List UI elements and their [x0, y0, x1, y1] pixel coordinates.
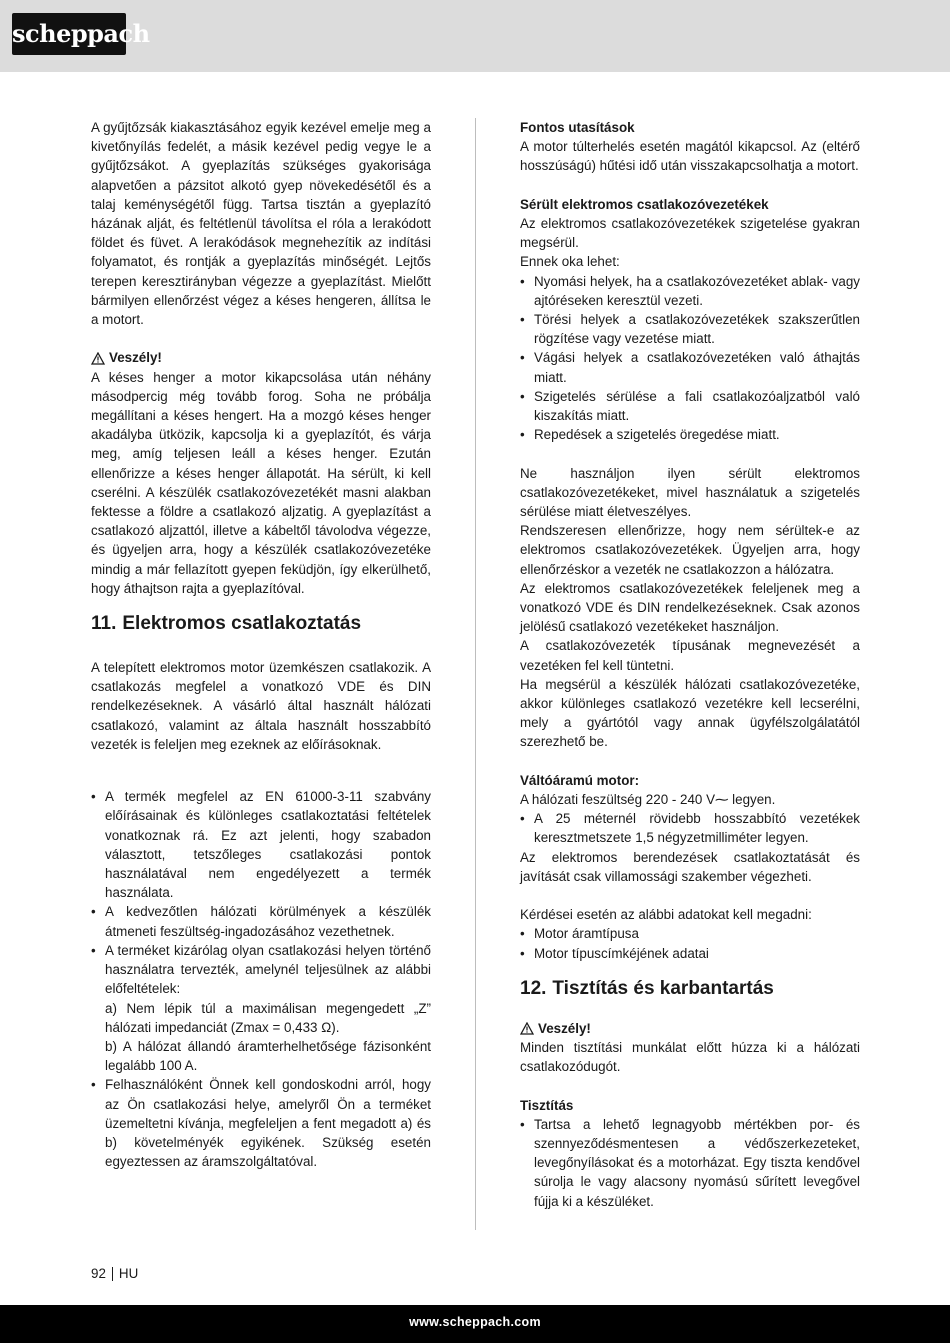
connection-requirements-list: [91, 787, 431, 1171]
list-item: • A 25 méternél rövidebb hosszabbító vezetékek keresztmetszete 1,5 négyzetmilliméter legyen.: [520, 809, 860, 847]
vde-paragraph: Az elektromos csatlakozóvezetékek feleljenek meg a vonatkozó VDE és DIN rendelkezéseknek. Csak azonos jelölésű csatlakozó vezetékeket használjon.: [520, 580, 860, 635]
questions-list: [520, 924, 860, 962]
section-11-title: Elektromos csatlakoztatás: [122, 613, 362, 635]
header-band: [0, 0, 950, 72]
section-12-heading: [520, 977, 860, 1001]
ac-specialist-text: Az elektromos berendezések csatlakoztatását és javítását csak villamossági szakember végezheti.: [520, 849, 860, 884]
column-divider: [475, 118, 476, 1230]
damaged-cables-heading: Sérült elektromos csatlakozóvezetékek: [520, 196, 769, 212]
list-item: • Felhasználóként Önnek kell gondoskodni arról, hogy az Ön csatlakozási helye, amelyről Ön a terméket üzemeltetni kívánja, megfeleljen a fent megadott a) és b) követelményék egyikének. Szükség esetén egyeztessen az áramszolgáltatóval.: [91, 1075, 431, 1171]
replace-paragraph: Ha megsérül a készülék hálózati csatlakozóvezetéke, akkor különleges csatlakozó vezetékre kell lecserélni, mely a gyártótól vagy annak ügyfélszolgálatától szerezhető be.: [520, 676, 860, 750]
causes-intro: Ennek oka lehet:: [520, 254, 620, 270]
warning-triangle-icon: [520, 1022, 534, 1035]
warning-heading: [91, 348, 431, 367]
unplug-paragraph: Minden tisztítási munkálat előtt húzza ki a hálózati csatlakozódugót.: [520, 1040, 860, 1075]
warning-title-2: Veszély!: [538, 1020, 591, 1036]
page-number: 92: [91, 1266, 106, 1281]
section-12-title: Tisztítás és karbantartás: [552, 977, 774, 999]
page-number-footer: [91, 1266, 138, 1281]
condition-b: b) A hálózat állandó áramterhelhetősége fázisonként legalább 100 A.: [105, 1038, 431, 1074]
intro-paragraph: A gyűjtőzsák kiakasztásához egyik kezével emelje meg a kivetőnyílás fedelét, a másik kezével pedig vegye le a gyűjtőzsákot. A gyeplazítás szükséges gyakorisága alapvetően a pázsitot alkotó gyep növekedésétől és a talaj keménységétől függ. Tartsa tisztán a gyeplazító házának alját, és feltétlenül távolítsa el róla a lerakódott földet és füvet. A lerakódások megnehezítik az indítási folyamatot, és rontják a gyeplazítás minőségét. Lejtős terepen keresztirányban végezze a gyeplazítást. Mielőtt bármilyen ellenőrzést végez a késes hengeren, állítsa le a motort.: [91, 120, 431, 328]
section-11-number: 11.: [91, 613, 117, 635]
website-url: www.scheppach.com: [409, 1315, 541, 1329]
left-column: [91, 118, 431, 1171]
ac-list: [520, 809, 860, 847]
list-item: [91, 941, 431, 1075]
important-paragraph: A motor túlterhelés esetén magától kikapcsol. Az (eltérő hosszúságú) hűtési idő után visszakapcsolhatja a motort.: [520, 139, 860, 174]
type-paragraph: A csatlakozóvezeték típusának megnevezését a vezetéken fel kell tüntetni.: [520, 638, 860, 673]
list-item: • A kedvezőtlen hálózati körülmények a készülék átmeneti feszültség-ingadozásához vezethetnek.: [91, 902, 431, 940]
footer-separator: [112, 1267, 113, 1281]
section-12-number: 12.: [520, 977, 547, 999]
footer-band: [0, 1305, 950, 1343]
language-code: HU: [118, 1266, 139, 1281]
list-item: • Motor áramtípusa: [520, 924, 860, 943]
important-heading: Fontos utasítások: [520, 120, 635, 135]
questions-text: Kérdései esetén az alábbi adatokat kell megadni:: [520, 907, 812, 923]
condition-a: a) Nem lépik túl a maximálisan megengedett „Z” hálózati impedanciát (Zmax = 0,433 Ω).: [105, 1000, 431, 1035]
list-item: • Szigetelés sérülése a fali csatlakozóaljzatból való kiszakítás miatt.: [520, 387, 860, 425]
section-11-heading: [91, 612, 431, 636]
warning-triangle-icon: [91, 352, 105, 365]
cleaning-heading: Tisztítás: [520, 1097, 574, 1113]
list-item: • Motor típuscímkéjének adatai: [520, 944, 860, 963]
list-item: • Törési helyek a csatlakozóvezetékek szakszerűtlen rögzítése vagy vezetése miatt.: [520, 310, 860, 348]
damaged-cables-paragraph: Az elektromos csatlakozóvezetékek szigetelése gyakran megsérül.: [520, 216, 860, 251]
warning-heading-2: [520, 1019, 860, 1038]
section-11-intro: A telepített elektromos motor üzemkészen csatlakozik. A csatlakozás megfelel a vonatkozó VDE és DIN rendelkezéseknek. A vásárló által használt hálózati csatlakozó, valamint az általa használt hosszabbító vezeték is feleljen meg ezeknek az előírásoknak.: [91, 660, 431, 752]
dont-use-paragraph: Ne használjon ilyen sérült elektromos csatlakozóvezetékeket, mivel használatuk a szigetelés sérülése miatt életveszélyes.: [520, 465, 860, 520]
cleaning-list: [520, 1115, 860, 1211]
right-column: [520, 118, 860, 1211]
scheppach-logo: scheppach: [12, 13, 126, 55]
list-item: • Tartsa a lehető legnagyobb mértékben por- és szennyeződésmentesen a védőszerkezeteket, levegőnyílásokat és a motorházat. Egy tiszta kendővel súrolja le vagy alacsony nyomású sűrített levegővel fújja ki a készüléket.: [520, 1115, 860, 1211]
list-item-text: • A terméket kizárólag olyan csatlakozási helyen történő használatra tervezték, amelynél teljesülnek az alábbi előfeltételek:: [105, 942, 431, 997]
list-item: • Repedések a szigetelés öregedése miatt.: [520, 425, 860, 444]
ac-motor-heading: Váltóáramú motor:: [520, 772, 640, 788]
ac-voltage-text: A hálózati feszültség 220 - 240 V⁓ legyen.: [520, 792, 776, 808]
warning-paragraph: A késes henger a motor kikapcsolása után néhány másodpercig még tovább forog. Soha ne próbálja megállítani a késes hengert. Ha a mozgó késes henger akadályba ütközik, kapcsolja ki a gyeplazítót, és várja meg, amíg teljesen leáll a késes henger. Ezután ellenőrizze a késes henger állapotát. Ha sérült, ki kell cserélni. A készülék csatlakozóvezetékét masni alakban fektesse a földre a csatlakozó aljzatig. A gyeplazítást a csatlakozó aljzattól, illetve a kábeltől távolodva végezze, és ügyeljen arra, hogy a készülék csatlakozóvezetéke mindig a már fellazított gyepen feküdjön, így elkerülhető, hogy áthajtson rajta a gyeplazítóval.: [91, 369, 431, 596]
list-item: • Vágási helyek a csatlakozóvezetéken való áthajtás miatt.: [520, 348, 860, 386]
warning-title: Veszély!: [109, 350, 162, 366]
list-item: • A termék megfelel az EN 61000-3-11 szabvány előírásainak és különleges csatlakoztatási feltételek vonatkoznak rá. Ez azt jelenti, hogy szabadon választott, tetszőleges csatlakozási pontok használatával nem engedélyezett a termék használata.: [91, 787, 431, 902]
check-paragraph: Rendszeresen ellenőrizze, hogy nem sérültek-e az elektromos csatlakozóvezetékek. Ügyeljen arra, hogy ellenőrzéskor a vezeték ne csatlakozzon a hálózatra.: [520, 523, 860, 577]
list-item: • Nyomási helyek, ha a csatlakozóvezetéket ablak- vagy ajtóréseken keresztül vezeti.: [520, 272, 860, 310]
causes-list: [520, 272, 860, 445]
